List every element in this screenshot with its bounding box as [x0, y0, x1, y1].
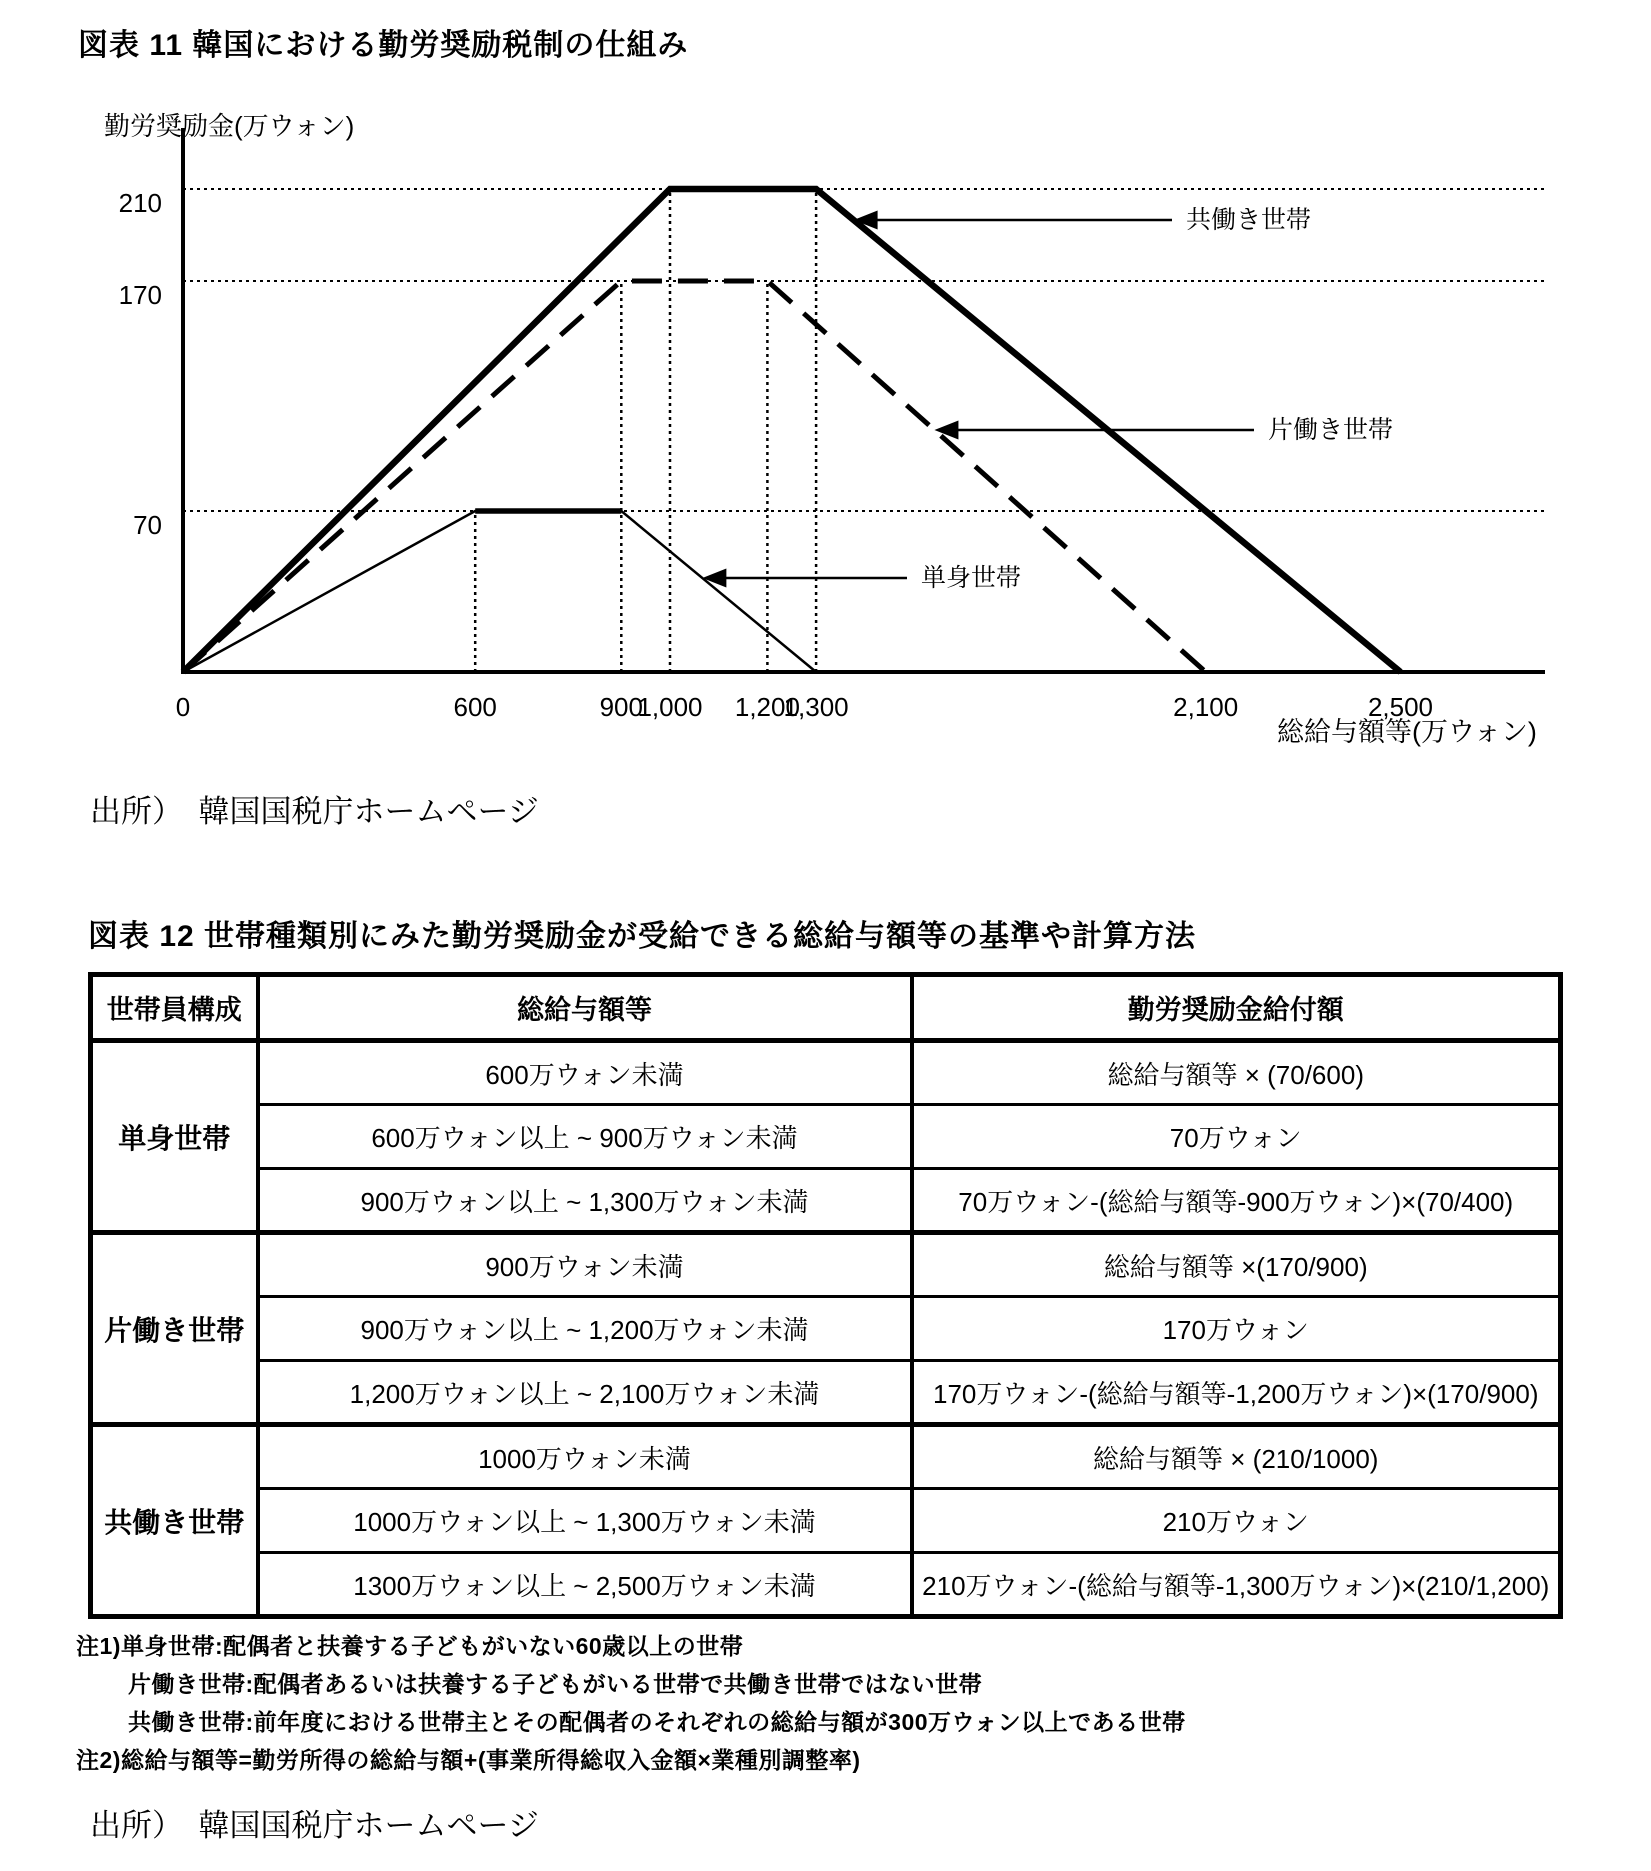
table-row [91, 1425, 1561, 1489]
household-type-cell-2: 共働き世帯 [91, 1425, 258, 1617]
x-tick-label-900: 900 [599, 692, 643, 722]
figure11-source: 出所） 韓国国税庁ホームページ [90, 794, 539, 829]
household-type-cell-0: 単身世帯 [91, 1041, 258, 1233]
benefit-amount-cell: 総給与額等 ×(170/900) [912, 1233, 1561, 1297]
benefit-amount-cell: 総給与額等 × (210/1000) [912, 1425, 1561, 1489]
chart-x-axis-title: 総給与額等(万ウォン) [1277, 717, 1537, 747]
table-row [91, 1105, 1561, 1169]
note-line-4: 注2)総給与額等=勤労所得の総給与額+(事業所得総収入金額×業種別調整率) [76, 1747, 861, 1773]
x-tick-label-1,300: 1,300 [783, 692, 849, 722]
column-header-0: 世帯員構成 [91, 975, 258, 1041]
table-row [91, 1041, 1561, 1105]
header-row [91, 975, 1561, 1041]
benefit-line-chart [0, 0, 1651, 760]
figure12-title: 図表 12 世帯種類別にみた勤労奨励金が受給できる総給与額等の基準や計算方法 [88, 920, 1197, 953]
y-tick-label-170: 170 [118, 280, 162, 310]
note-line-2: 片働き世帯:配偶者あるいは扶養する子どもがいる世帯で共働き世帯ではない世帯 [128, 1671, 983, 1697]
chart-y-axis-title: 勤労奨励金(万ウォン) [104, 111, 355, 141]
table-row [91, 1169, 1561, 1233]
note-line-1: 注1)単身世帯:配偶者と扶養する子どもがいない60歳以上の世帯 [76, 1633, 744, 1659]
x-tick-label-600: 600 [453, 692, 497, 722]
y-tick-label-70: 70 [133, 510, 162, 540]
series-line-2 [183, 511, 816, 672]
series-line-1 [183, 281, 1206, 672]
table-row [91, 1297, 1561, 1361]
benefit-amount-cell: 70万ウォン-(総給与額等-900万ウォン)×(70/400) [912, 1169, 1561, 1233]
income-range-cell: 900万ウォン未満 [258, 1233, 912, 1297]
series-label-2: 単身世帯 [921, 564, 1022, 592]
series-label-1: 片働き世帯 [1268, 416, 1394, 444]
x-tick-label-1,200: 1,200 [734, 692, 800, 722]
column-header-2: 勤労奨励金給付額 [912, 975, 1561, 1041]
benefit-calculation-table [88, 972, 1563, 1619]
income-range-cell: 1300万ウォン以上 ~ 2,500万ウォン未満 [258, 1553, 912, 1617]
column-header-1: 総給与額等 [258, 975, 912, 1041]
income-range-cell: 900万ウォン以上 ~ 1,200万ウォン未満 [258, 1297, 912, 1361]
x-tick-label-1,000: 1,000 [637, 692, 703, 722]
note-line-3: 共働き世帯:前年度における世帯主とその配偶者のそれぞれの総給与額が300万ウォン以上である世帯 [128, 1709, 1186, 1735]
benefit-amount-cell: 170万ウォン [912, 1297, 1561, 1361]
x-tick-label-0: 0 [175, 692, 191, 722]
income-range-cell: 1000万ウォン未満 [258, 1425, 912, 1489]
annotation-arrowhead-1 [934, 421, 958, 440]
benefit-amount-cell: 70万ウォン [912, 1105, 1561, 1169]
income-range-cell: 600万ウォン未満 [258, 1041, 912, 1105]
household-type-cell-1: 片働き世帯 [91, 1233, 258, 1425]
income-range-cell: 600万ウォン以上 ~ 900万ウォン未満 [258, 1105, 912, 1169]
benefit-amount-cell: 210万ウォン [912, 1489, 1561, 1553]
table-header-row [91, 975, 1561, 1041]
table-row [91, 1489, 1561, 1553]
series-label-0: 共働き世帯 [1186, 206, 1312, 234]
figure12-source: 出所） 韓国国税庁ホームページ [90, 1808, 539, 1843]
table-body [91, 1041, 1561, 1617]
table-row [91, 1233, 1561, 1297]
annotation-arrowhead-2 [702, 569, 726, 588]
benefit-amount-cell: 210万ウォン-(総給与額等-1,300万ウォン)×(210/1,200) [912, 1553, 1561, 1617]
x-tick-label-2,100: 2,100 [1173, 692, 1239, 722]
x-tick-label-2,500: 2,500 [1367, 692, 1434, 722]
y-tick-label-210: 210 [118, 188, 162, 218]
figure11-title: 図表 11 韓国における勤労奨励税制の仕組み [78, 29, 689, 62]
income-range-cell: 900万ウォン以上 ~ 1,300万ウォン未満 [258, 1169, 912, 1233]
income-range-cell: 1,200万ウォン以上 ~ 2,100万ウォン未満 [258, 1361, 912, 1425]
income-range-cell: 1000万ウォン以上 ~ 1,300万ウォン未満 [258, 1489, 912, 1553]
benefit-amount-cell: 総給与額等 × (70/600) [912, 1041, 1561, 1105]
table-row [91, 1361, 1561, 1425]
table-row [91, 1553, 1561, 1617]
benefit-amount-cell: 170万ウォン-(総給与額等-1,200万ウォン)×(170/900) [912, 1361, 1561, 1425]
